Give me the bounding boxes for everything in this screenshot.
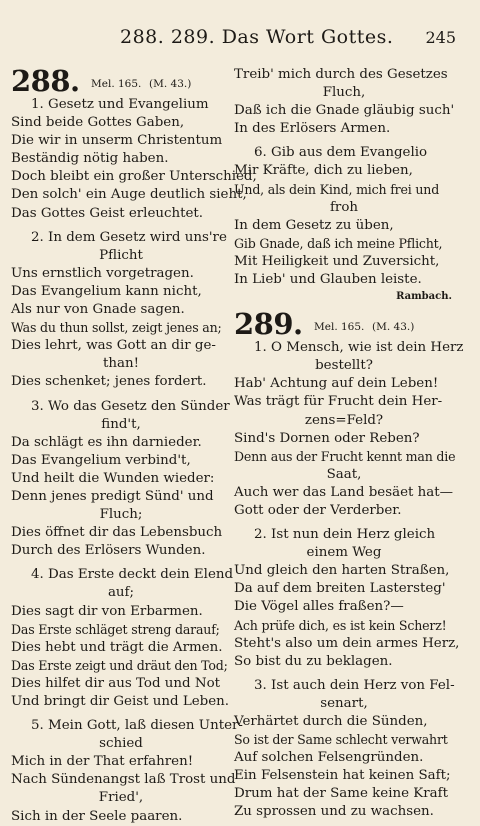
verse-line: Und gleich den harten Straßen,: [234, 563, 450, 579]
verse-line: Fried',: [98, 790, 144, 806]
verse-line: 1. O Mensch, wie ist dein Herz: [254, 340, 464, 356]
verse-line: Nach Sündenangst laß Trost und: [11, 772, 236, 788]
page-header: [0, 26, 480, 56]
hymn-288-continuation: [234, 66, 454, 305]
left-column: [11, 64, 257, 826]
hymn-288-text: [11, 96, 257, 826]
verse-line: Als nur von Gnade sagen.: [11, 302, 185, 318]
verse-line: Das Erste zeigt und dräut den Tod;: [11, 657, 228, 673]
verse-line: Ach prüfe dich, es ist kein Scherz!: [234, 617, 447, 633]
verse-line: than!: [103, 356, 139, 372]
verse-line: bestellt?: [315, 358, 373, 374]
verse-line: Beständig nötig haben.: [11, 151, 169, 167]
verse-line: Dies öffnet dir das Lebensbuch: [11, 525, 223, 541]
verse-line: zens=Feld?: [304, 412, 384, 428]
verse-line: Den solch' ein Auge deutlich sieht,: [11, 187, 247, 203]
verse-line: Denn jenes predigt Sünd' und: [11, 488, 214, 504]
verse-line: Sich in der Seele paaren.: [11, 808, 183, 824]
verse-line: Daß ich die Gnade gläubig such': [234, 103, 455, 119]
verse-line: einem Weg: [306, 545, 382, 561]
hymn-289-text: [234, 339, 464, 821]
hymn-288-number: 288.: [11, 64, 80, 98]
verse-line: Dies schenket; jenes fordert.: [11, 374, 207, 390]
verse-line: Denn aus der Frucht kennt man die: [234, 448, 456, 464]
verse-line: Dies sagt dir von Erbarmen.: [11, 603, 203, 619]
verse-line: Die Vögel alles fraßen?—: [234, 599, 404, 615]
verse-line: Auf solchen Felsengründen.: [234, 750, 424, 766]
verse-line: Die wir in unserm Christentum: [11, 133, 223, 149]
verse-line: Dies lehrt, was Gott an dir ge-: [11, 338, 216, 354]
verse-line: Was du thun sollst, zeigt jenes an;: [11, 320, 222, 336]
verse-line: Hab' Achtung auf dein Leben!: [234, 376, 439, 392]
hymn-288-melody: Mel. 165.: [91, 78, 142, 90]
verse-line: Mir Kräfte, dich zu lieben,: [234, 163, 413, 179]
verse-line: Steht's also um dein armes Herz,: [234, 635, 460, 651]
verse-line: Das Erste schläget streng darauf;: [11, 621, 220, 637]
verse-line: Da schlägt es ihn darnieder.: [11, 434, 202, 450]
verse-line: Mit Heiligkeit und Zuversicht,: [234, 253, 440, 269]
verse-line: find't,: [101, 416, 141, 432]
verse-line: Und heilt die Wunden wieder:: [11, 470, 215, 486]
verse-line: Ein Felsenstein hat keinen Saft;: [234, 768, 451, 784]
verse-line: Treib' mich durch des Gesetzes: [234, 67, 448, 82]
verse-line: Doch bleibt ein großer Unterschied,: [11, 169, 257, 185]
verse-line: Das Evangelium verbind't,: [11, 452, 191, 468]
running-title: 288. 289. Das Wort Gottes.: [120, 26, 394, 48]
verse-line: 3. Ist auch dein Herz von Fel-: [254, 677, 455, 693]
hymn-288-heading: [11, 66, 231, 96]
verse-line: schied: [99, 736, 143, 752]
verse-line: Da auf dem breiten Lastersteg': [234, 581, 446, 597]
hymn-288-author: Rambach.: [396, 291, 452, 303]
hymn-289-melody: Mel. 165.: [314, 321, 365, 334]
verse-line: Fluch;: [99, 507, 143, 523]
verse-line: In des Erlösers Armen.: [234, 121, 391, 137]
verse-line: So bist du zu beklagen.: [234, 653, 393, 669]
verse-line: Sind's Dornen oder Reben?: [234, 430, 420, 446]
hymn-288-melody-ref: (M. 43.): [149, 78, 192, 90]
verse-line: 5. Mein Gott, laß diesen Unter-: [31, 718, 243, 734]
verse-line: Sind beide Gottes Gaben,: [11, 115, 185, 131]
verse-line: Saat,: [326, 466, 362, 482]
verse-line: senart,: [320, 695, 368, 711]
verse-line: Mich in der That erfahren!: [11, 754, 194, 770]
verse-line: Drum hat der Same keine Kraft: [234, 786, 449, 802]
verse-line: Uns ernstlich vorgetragen.: [11, 265, 194, 281]
verse-line: Dies hilfet dir aus Tod und Not: [11, 675, 221, 691]
right-column: [234, 66, 464, 822]
verse-line: 1. Gesetz und Evangelium: [31, 97, 209, 112]
verse-line: 2. Ist nun dein Herz gleich: [254, 527, 436, 543]
verse-line: 4. Das Erste deckt dein Elend: [31, 567, 234, 583]
verse-line: Pflicht: [99, 247, 143, 263]
verse-line: auf;: [107, 585, 135, 601]
page-number: 245: [425, 28, 456, 47]
verse-line: 6. Gib aus dem Evangelio: [254, 145, 428, 161]
verse-line: Und, als dein Kind, mich frei und: [234, 181, 440, 197]
verse-line: Auch wer das Land besäet hat—: [234, 484, 454, 500]
hymn-289-melody-ref: (M. 43.): [372, 321, 415, 334]
verse-line: 2. In dem Gesetz wird uns're: [31, 229, 227, 245]
verse-line: froh: [329, 199, 359, 215]
verse-line: Gott oder der Verderber.: [234, 502, 402, 518]
verse-line: Fluch,: [322, 85, 366, 101]
verse-line: Verhärtet durch die Sünden,: [234, 714, 428, 729]
verse-line: Das Evangelium kann nicht,: [11, 283, 202, 299]
verse-line: 3. Wo das Gesetz den Sünder: [31, 398, 230, 414]
verse-line: Dies hebt und trägt die Armen.: [11, 639, 223, 655]
verse-line: Gib Gnade, daß ich meine Pflicht,: [234, 235, 443, 251]
verse-line: In dem Gesetz zu üben,: [234, 217, 394, 233]
verse-line: Zu sprossen und zu wachsen.: [234, 804, 434, 820]
verse-line: Was trägt für Frucht dein Her-: [234, 394, 443, 410]
hymn-289-number: 289.: [234, 307, 303, 342]
hymn-289-heading: [234, 307, 454, 342]
verse-line: Durch des Erlösers Wunden.: [11, 543, 206, 559]
verse-line: In Lieb' und Glauben leiste.: [234, 272, 422, 288]
verse-line: So ist der Same schlecht verwahrt: [234, 732, 448, 748]
verse-line: Und bringt dir Geist und Leben.: [11, 694, 230, 709]
verse-line: Das Gottes Geist erleuchtet.: [11, 205, 204, 221]
